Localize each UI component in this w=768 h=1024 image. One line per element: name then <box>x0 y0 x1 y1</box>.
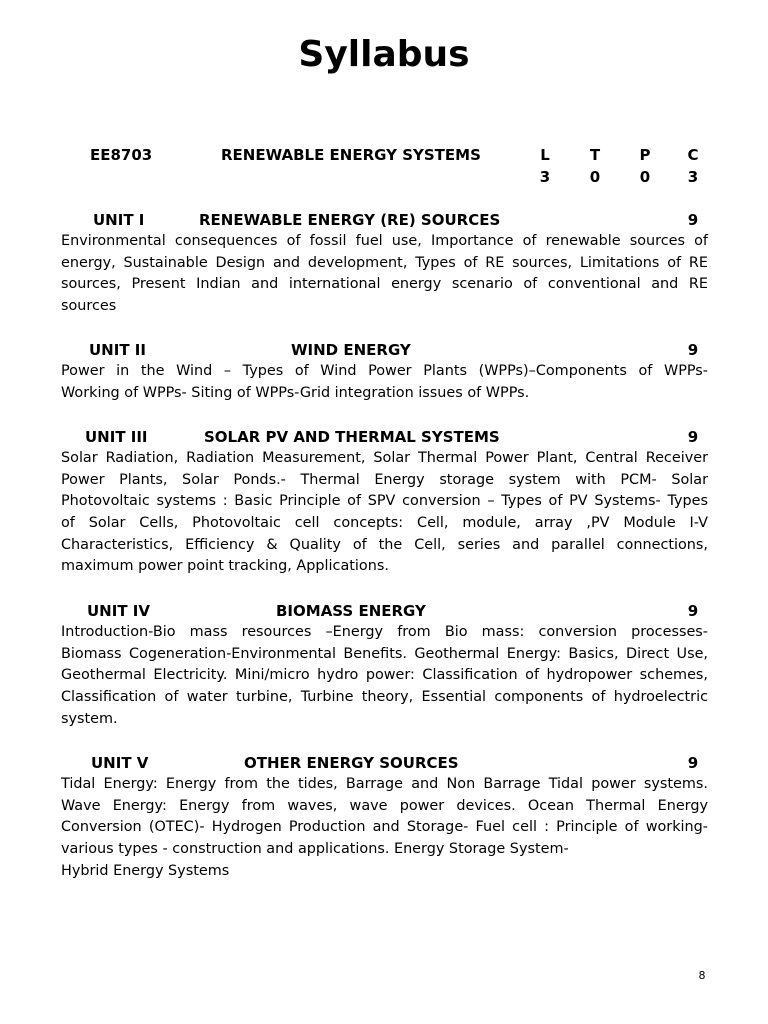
page-number: 8 <box>698 969 706 982</box>
unit-number: UNIT II <box>89 341 146 359</box>
description-line: Power Plants, Solar Ponds.- Thermal Energy storage system with PCM- Solar <box>61 471 708 488</box>
unit-heading <box>0 752 768 774</box>
page-title: Syllabus <box>298 34 470 75</box>
unit-title: WIND ENERGY <box>291 341 411 359</box>
description-line: various types - construction and applications. Energy Storage System- <box>61 841 569 858</box>
unit-hours: 9 <box>687 754 699 772</box>
description-line: maximum power point tracking, Applications. <box>61 558 389 575</box>
course-code: EE8703 <box>90 146 153 164</box>
unit-hours: 9 <box>687 428 699 446</box>
unit-title: SOLAR PV AND THERMAL SYSTEMS <box>204 428 500 446</box>
unit-title: RENEWABLE ENERGY (RE) SOURCES <box>199 211 501 229</box>
unit-heading <box>0 426 768 448</box>
description-line: sources, Present Indian and international energy scenario of conventional and RE <box>61 276 708 293</box>
ltpc-value-c: 3 <box>687 168 699 186</box>
unit-description <box>61 774 708 882</box>
unit-heading <box>0 339 768 361</box>
ltpc-value-t: 0 <box>589 168 601 186</box>
description-line: Classification of water turbine, Turbine theory, Essential components of hydroelectric <box>61 689 708 706</box>
unit-number: UNIT III <box>85 428 148 446</box>
description-line: Geothermal Electricity. Mini/micro hydro power: Classification of hydropower schemes, <box>61 667 708 684</box>
ltpc-header-c: C <box>687 146 699 164</box>
unit-description <box>61 361 708 404</box>
course-name: RENEWABLE ENERGY SYSTEMS <box>221 146 481 164</box>
description-line: Solar Radiation, Radiation Measurement, Solar Thermal Power Plant, Central Receiver <box>61 450 708 466</box>
description-line: Characteristics, Efficiency & Quality of the Cell, series and parallel connections, <box>61 536 708 553</box>
unit-heading <box>0 209 768 231</box>
ltpc-header-l: L <box>540 146 550 164</box>
description-line: Power in the Wind – Types of Wind Power Plants (WPPs)–Components of WPPs- <box>61 363 708 379</box>
description-line: Biomass Cogeneration-Environmental Benefits. Geothermal Energy: Basics, Direct Use, <box>61 645 708 662</box>
description-line: system. <box>61 710 118 727</box>
description-line: sources <box>61 298 117 315</box>
description-line: Hybrid Energy Systems <box>61 862 230 879</box>
ltpc-header-p: P <box>639 146 651 164</box>
description-line: energy, Sustainable Design and development, Types of RE sources, Limitations of RE <box>61 254 708 271</box>
unit-description <box>61 622 708 730</box>
unit-description <box>61 448 708 578</box>
unit-number: UNIT V <box>91 754 149 772</box>
ltpc-header-t: T <box>589 146 601 164</box>
unit-title: BIOMASS ENERGY <box>276 602 426 620</box>
description-line: of Solar Cells, Photovoltaic cell concepts: Cell, module, array ,PV Module I-V <box>61 515 708 532</box>
description-line: Tidal Energy: Energy from the tides, Barrage and Non Barrage Tidal power systems. <box>61 776 708 792</box>
course-credits-row <box>0 166 768 188</box>
unit-number: UNIT I <box>93 211 145 229</box>
course-header-row <box>0 144 768 166</box>
unit-description <box>61 231 708 318</box>
ltpc-value-l: 3 <box>539 168 551 186</box>
description-line: Conversion (OTEC)- Hydrogen Production and Storage- Fuel cell : Principle of working- <box>61 819 708 836</box>
description-line: Environmental consequences of fossil fuel use, Importance of renewable sources of <box>61 233 708 249</box>
unit-number: UNIT IV <box>87 602 150 620</box>
unit-hours: 9 <box>687 341 699 359</box>
description-line: Working of WPPs- Siting of WPPs-Grid integration issues of WPPs. <box>61 384 530 401</box>
unit-heading <box>0 600 768 622</box>
description-line: Photovoltaic systems : Basic Principle of SPV conversion – Types of PV Systems- Types <box>61 493 708 510</box>
unit-hours: 9 <box>687 211 699 229</box>
ltpc-value-p: 0 <box>639 168 651 186</box>
description-line: Wave Energy: Energy from waves, wave power devices. Ocean Thermal Energy <box>61 797 708 814</box>
unit-hours: 9 <box>687 602 699 620</box>
unit-title: OTHER ENERGY SOURCES <box>244 754 459 772</box>
description-line: Introduction-Bio mass resources –Energy from Bio mass: conversion processes- <box>61 624 708 640</box>
